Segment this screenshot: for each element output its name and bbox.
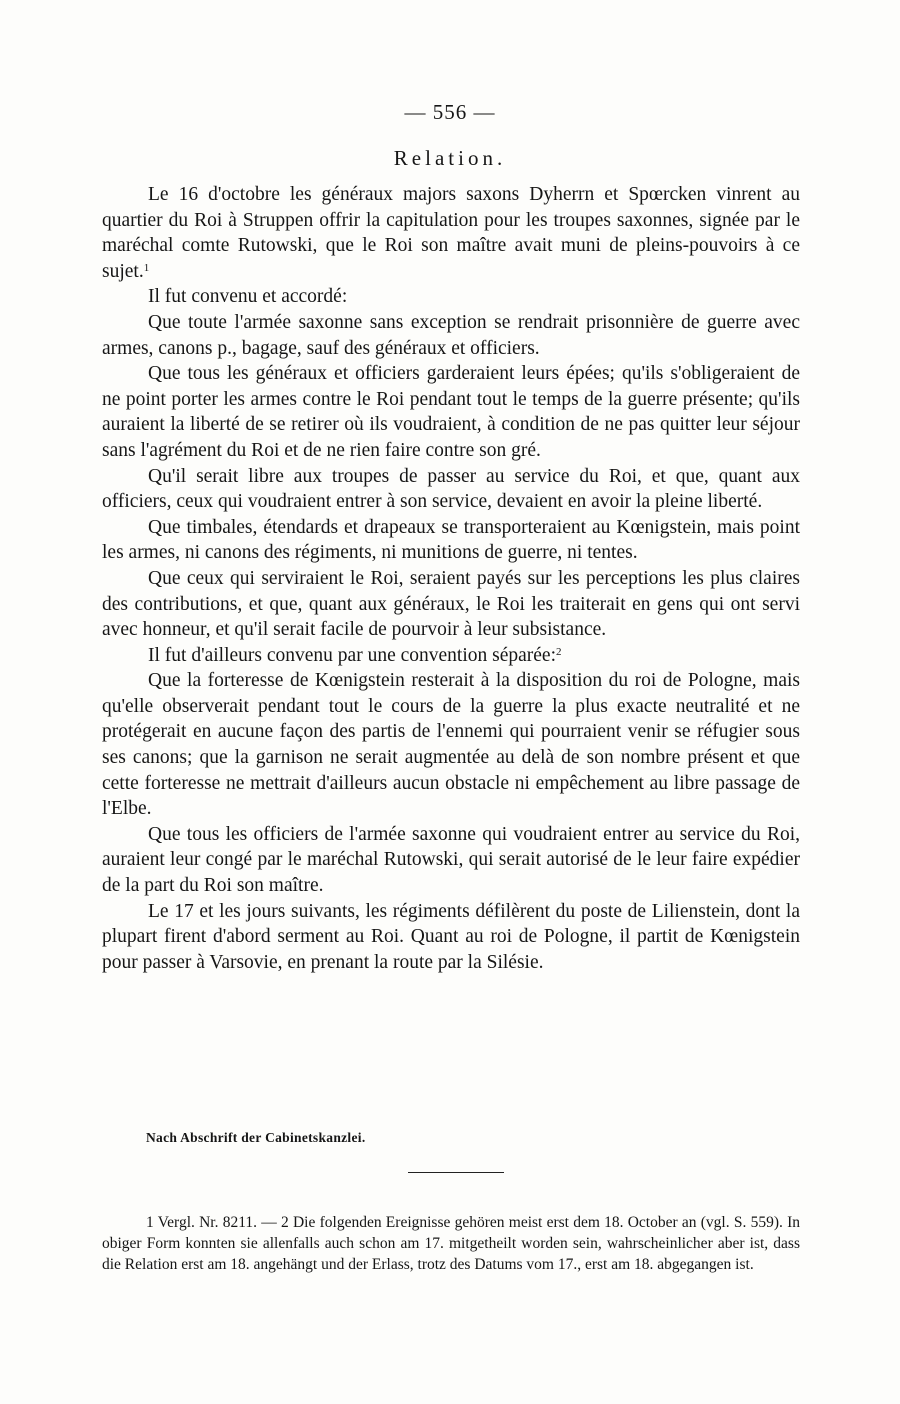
footnote-text: 1 Vergl. Nr. 8211. — 2 Die folgenden Ereignisse gehören meist erst dem 18. October an (vgl. S. 559). In obiger Form konnten sie allenfalls auch schon am 17. mitgetheilt worden sein, wahrscheinlicher aber ist, dass die Relation erst am 18. angehängt und der Erlass, trotz des Datums vom 17., erst am 18. abgegangen ist.: [102, 1214, 800, 1273]
footnote-mark: 2: [556, 645, 562, 658]
footnote-divider: [408, 1172, 504, 1173]
paragraph: Il fut d'ailleurs convenu par une convention séparée:$^2$: [148, 644, 562, 666]
section-title: Relation.: [393, 146, 507, 170]
paragraph: Il fut convenu et accordé:: [148, 286, 348, 308]
paragraph: Que tous les généraux et officiers garderaient leurs épées; qu'ils s'obligeraient de ne point porter les armes contre le Roi pendant tout le temps de la guerre présente; qu'ils auraient la liberté de se retirer où ils voudraient, à condition de ne pas quitter leur séjour sans l'agrément du Roi et de ne rien faire contre son gré.: [102, 363, 800, 461]
paragraph: Que toute l'armée saxonne sans exception se rendrait prisonnière de guerre avec armes, canons p., bagage, sauf des généraux et officiers.: [102, 311, 800, 359]
paragraph: Que timbales, étendards et drapeaux se transporteraient au Kœnigstein, mais point les armes, ni canons des régiments, ni munitions de guerre, ni tentes.: [102, 516, 800, 564]
source-note: Nach Abschrift der Cabinetskanzlei.: [146, 1130, 366, 1145]
page-number: — 556 —: [404, 100, 496, 124]
footnotes: [102, 1212, 800, 1275]
paragraph: Qu'il serait libre aux troupes de passer au service du Roi, et que, quant aux officiers, ceux qui voudraient entrer à son service, devaient en avoir la pleine liberté.: [102, 465, 800, 513]
paragraph: Que ceux qui serviraient le Roi, seraient payés sur les perceptions les plus claires des contributions, et que, quant aux généraux, le Roi les traiterait en gens qui ont servi avec honneur, et qu'il serait facile de pourvoir à leur subsistance.: [102, 567, 800, 641]
paragraph: Que tous les officiers de l'armée saxonne qui voudraient entrer au service du Roi, auraient leur congé par le maréchal Rutowski, qui serait autorisé de le leur faire expédier de la part du Roi son maître.: [102, 823, 800, 897]
paragraph: Le 17 et les jours suivants, les régiments défilèrent du poste de Lilienstein, dont la plupart firent d'abord serment au Roi. Quant au roi de Pologne, il partit de Kœnigstein pour passer à Varsovie, en prenant la route par la Silésie.: [102, 900, 800, 973]
body-text: [102, 182, 800, 975]
paragraph: Le 16 d'octobre les généraux majors saxons Dyherrn et Spœrcken vinrent au quartier du Roi à Struppen offrir la capitulation pour les troupes saxonnes, signée par le maréchal comte Rutowski, que le Roi son maître avait muni de pleins-pouvoirs à ce sujet.$^1$: [102, 184, 800, 282]
footnote-mark: 1: [143, 261, 150, 274]
paragraph: Que la forteresse de Kœnigstein resterait à la disposition du roi de Pologne, mais qu'elle observerait pendant tout le cours de la guerre la plus exacte neutralité et ne protégerait en aucune façon des partis de l'ennemi qui pourraient venir se réfugier sous ses canons; que la garnison ne serait augmentée au delà de son nombre présent et que cette forteresse ne mettrait d'ailleurs aucun obstacle ni empêchement au libre passage de l'Elbe.: [102, 670, 800, 820]
